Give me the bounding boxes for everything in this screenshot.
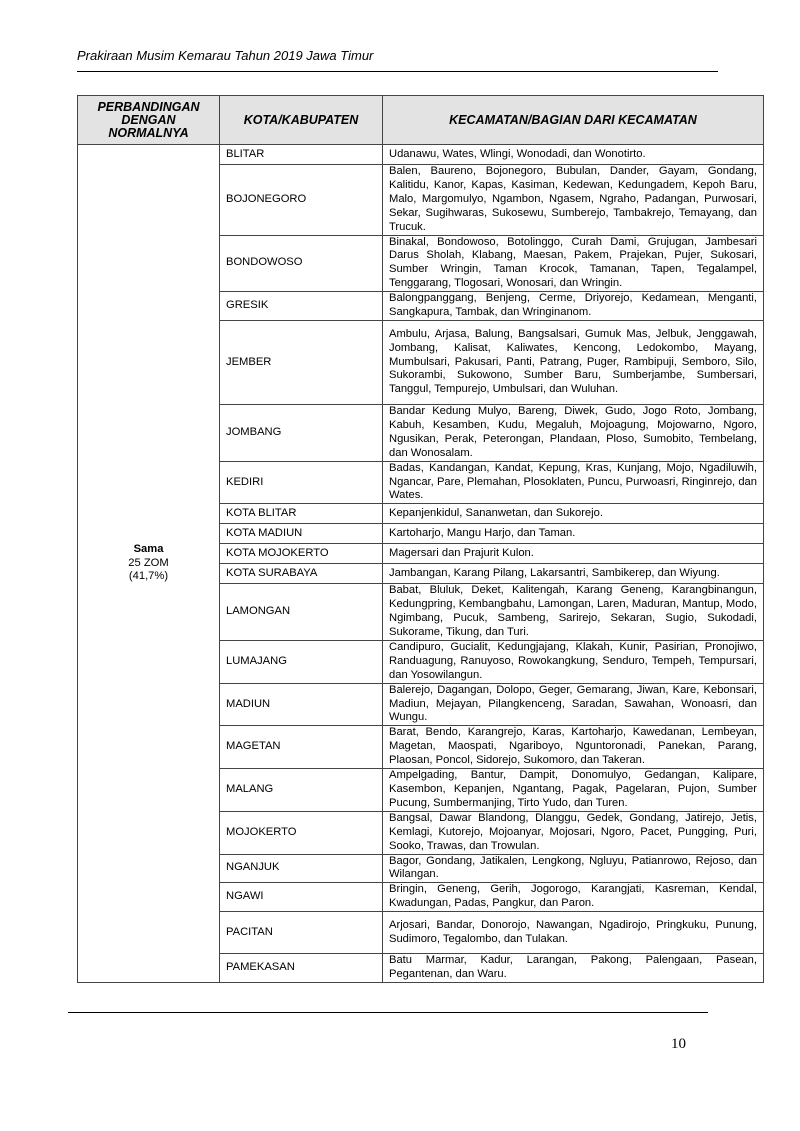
districts-cell: Udanawu, Wates, Wlingi, Wonodadi, dan Wonotirto. <box>383 145 764 165</box>
districts-cell: Jambangan, Karang Pilang, Lakarsantri, Sambikerep, dan Wiyung. <box>383 564 764 584</box>
column-header-city: KOTA/KABUPATEN <box>220 96 383 145</box>
zom-percent: (41,7%) <box>128 570 169 583</box>
city-cell: NGANJUK <box>220 854 383 883</box>
districts-cell: Badas, Kandangan, Kandat, Kepung, Kras, Kunjang, Mojo, Ngadiluwih, Ngancar, Pare, Plemahan, Plosoklaten, Puncu, Purwoasri, Ringinrejo, dan Wates. <box>383 461 764 504</box>
districts-cell: Ambulu, Arjasa, Balung, Bangsalsari, Gumuk Mas, Jelbuk, Jenggawah, Jombang, Kalisat, Kaliwates, Kencong, Ledokombo, Mayang, Mumbulsari, Pakusari, Panti, Patrang, Puger, Rambipuji, Semboro, Silo, Sukorambi, Sukowono, Sumber Baru, Sumberjambe, Sumbersari, Tanggul, Tempurejo, Umbulsari, dan Wuluhan. <box>383 320 764 404</box>
comparison-label: Sama <box>133 542 164 555</box>
districts-cell: Bandar Kedung Mulyo, Bareng, Diwek, Gudo, Jogo Roto, Jombang, Kabuh, Kesamben, Kudu, Megaluh, Mojoagung, Mojowarno, Ngoro, Ngusikan, Perak, Peterongan, Plandaan, Ploso, Sumobito, Tembelang, dan Wonosalam. <box>383 404 764 461</box>
city-cell: LAMONGAN <box>220 584 383 641</box>
city-cell: PAMEKASAN <box>220 954 383 983</box>
districts-cell: Candipuro, Gucialit, Kedungjajang, Klakah, Kunir, Pasirian, Pronojiwo, Randuagung, Ranuyoso, Rowokangkung, Senduro, Tempeh, Tempursari, dan Yosowilangun. <box>383 640 764 683</box>
districts-cell: Bagor, Gondang, Jatikalen, Lengkong, Ngluyu, Patianrowo, Rejoso, dan Wilangan. <box>383 854 764 883</box>
header-divider <box>77 71 718 72</box>
districts-cell: Arjosari, Bandar, Donorojo, Nawangan, Ngadirojo, Pringkuku, Punung, Sudimoro, Tegalombo, dan Tulakan. <box>383 912 764 954</box>
city-cell: KOTA BLITAR <box>220 504 383 524</box>
city-cell: BONDOWOSO <box>220 235 383 292</box>
city-cell: MALANG <box>220 769 383 812</box>
districts-cell: Batu Marmar, Kadur, Larangan, Pakong, Palengaan, Pasean, Pegantenan, dan Waru. <box>383 954 764 983</box>
districts-cell: Binakal, Bondowoso, Botolinggo, Curah Dami, Grujugan, Jambesari Darus Sholah, Klabang, Maesan, Pakem, Prajekan, Pujer, Sukosari, Sumber Wringin, Taman Krocok, Tamanan, Tapen, Tegalampel, Tenggarang, Tlogosari, Wonosari, dan Wringin. <box>383 235 764 292</box>
table-row <box>78 145 764 165</box>
city-cell: KEDIRI <box>220 461 383 504</box>
district-table <box>77 95 764 983</box>
city-cell: MOJOKERTO <box>220 811 383 854</box>
city-cell: LUMAJANG <box>220 640 383 683</box>
city-cell: KOTA MADIUN <box>220 524 383 544</box>
page-number: 10 <box>671 1036 686 1052</box>
column-header-comparison: PERBANDINGAN DENGAN NORMALNYA <box>78 96 220 145</box>
districts-cell: Balerejo, Dagangan, Dolopo, Geger, Gemarang, Jiwan, Kare, Kebonsari, Madiun, Mejayan, Pilangkenceng, Saradan, Sawahan, Wonoasri, dan Wungu. <box>383 683 764 726</box>
districts-cell: Balongpanggang, Benjeng, Cerme, Driyorejo, Kedamean, Menganti, Sangkapura, Tambak, dan Wringinanom. <box>383 292 764 321</box>
city-cell: JOMBANG <box>220 404 383 461</box>
city-cell: KOTA MOJOKERTO <box>220 544 383 564</box>
districts-cell: Magersari dan Prajurit Kulon. <box>383 544 764 564</box>
footer-divider <box>68 1012 708 1013</box>
city-cell: KOTA SURABAYA <box>220 564 383 584</box>
city-cell: NGAWI <box>220 883 383 912</box>
city-cell: BOJONEGORO <box>220 165 383 236</box>
city-cell: MAGETAN <box>220 726 383 769</box>
zom-count: 25 ZOM <box>128 556 169 569</box>
districts-cell: Balen, Baureno, Bojonegoro, Bubulan, Dander, Gayam, Gondang, Kalitidu, Kanor, Kapas, Kasiman, Kedewan, Kedungadem, Kepoh Baru, Malo, Margomulyo, Ngambon, Ngasem, Ngraho, Padangan, Purwosari, Sekar, Sugihwaras, Sukosewu, Sumberejo, Tambakrejo, Temayang, dan Trucuk. <box>383 165 764 236</box>
city-cell: PACITAN <box>220 912 383 954</box>
city-cell: BLITAR <box>220 145 383 165</box>
table-body <box>78 145 764 983</box>
districts-cell: Ampelgading, Bantur, Dampit, Donomulyo, Gedangan, Kalipare, Kasembon, Kepanjen, Ngantang, Pagak, Pagelaran, Pujon, Sumber Pucung, Sumbermanjing, Tirto Yudo, dan Turen. <box>383 769 764 812</box>
page-header-title: Prakiraan Musim Kemarau Tahun 2019 Jawa Timur <box>77 48 374 63</box>
city-cell: JEMBER <box>220 320 383 404</box>
comparison-group-cell <box>78 145 220 983</box>
districts-cell: Babat, Bluluk, Deket, Kalitengah, Karang Geneng, Karangbinangun, Kedungpring, Kembangbahu, Lamongan, Laren, Maduran, Mantup, Modo, Ngimbang, Pucuk, Sambeng, Sarirejo, Sekaran, Sugio, Sukodadi, Sukorame, Tikung, dan Turi. <box>383 584 764 641</box>
districts-cell: Bringin, Geneng, Gerih, Jogorogo, Karangjati, Kasreman, Kendal, Kwadungan, Padas, Pangkur, dan Paron. <box>383 883 764 912</box>
city-cell: MADIUN <box>220 683 383 726</box>
table-header-row <box>78 96 764 145</box>
districts-cell: Kepanjenkidul, Sananwetan, dan Sukorejo. <box>383 504 764 524</box>
districts-cell: Kartoharjo, Mangu Harjo, dan Taman. <box>383 524 764 544</box>
city-cell: GRESIK <box>220 292 383 321</box>
column-header-districts: KECAMATAN/BAGIAN DARI KECAMATAN <box>383 96 764 145</box>
districts-cell: Bangsal, Dawar Blandong, Dlanggu, Gedek, Gondang, Jatirejo, Jetis, Kemlagi, Kutorejo, Mojoanyar, Mojosari, Ngoro, Pacet, Pungging, Puri, Sooko, Trawas, dan Trowulan. <box>383 811 764 854</box>
districts-cell: Barat, Bendo, Karangrejo, Karas, Kartoharjo, Kawedanan, Lembeyan, Magetan, Maospati, Ngariboyo, Nguntoronadi, Panekan, Parang, Plaosan, Poncol, Sidorejo, Sukomoro, dan Takeran. <box>383 726 764 769</box>
